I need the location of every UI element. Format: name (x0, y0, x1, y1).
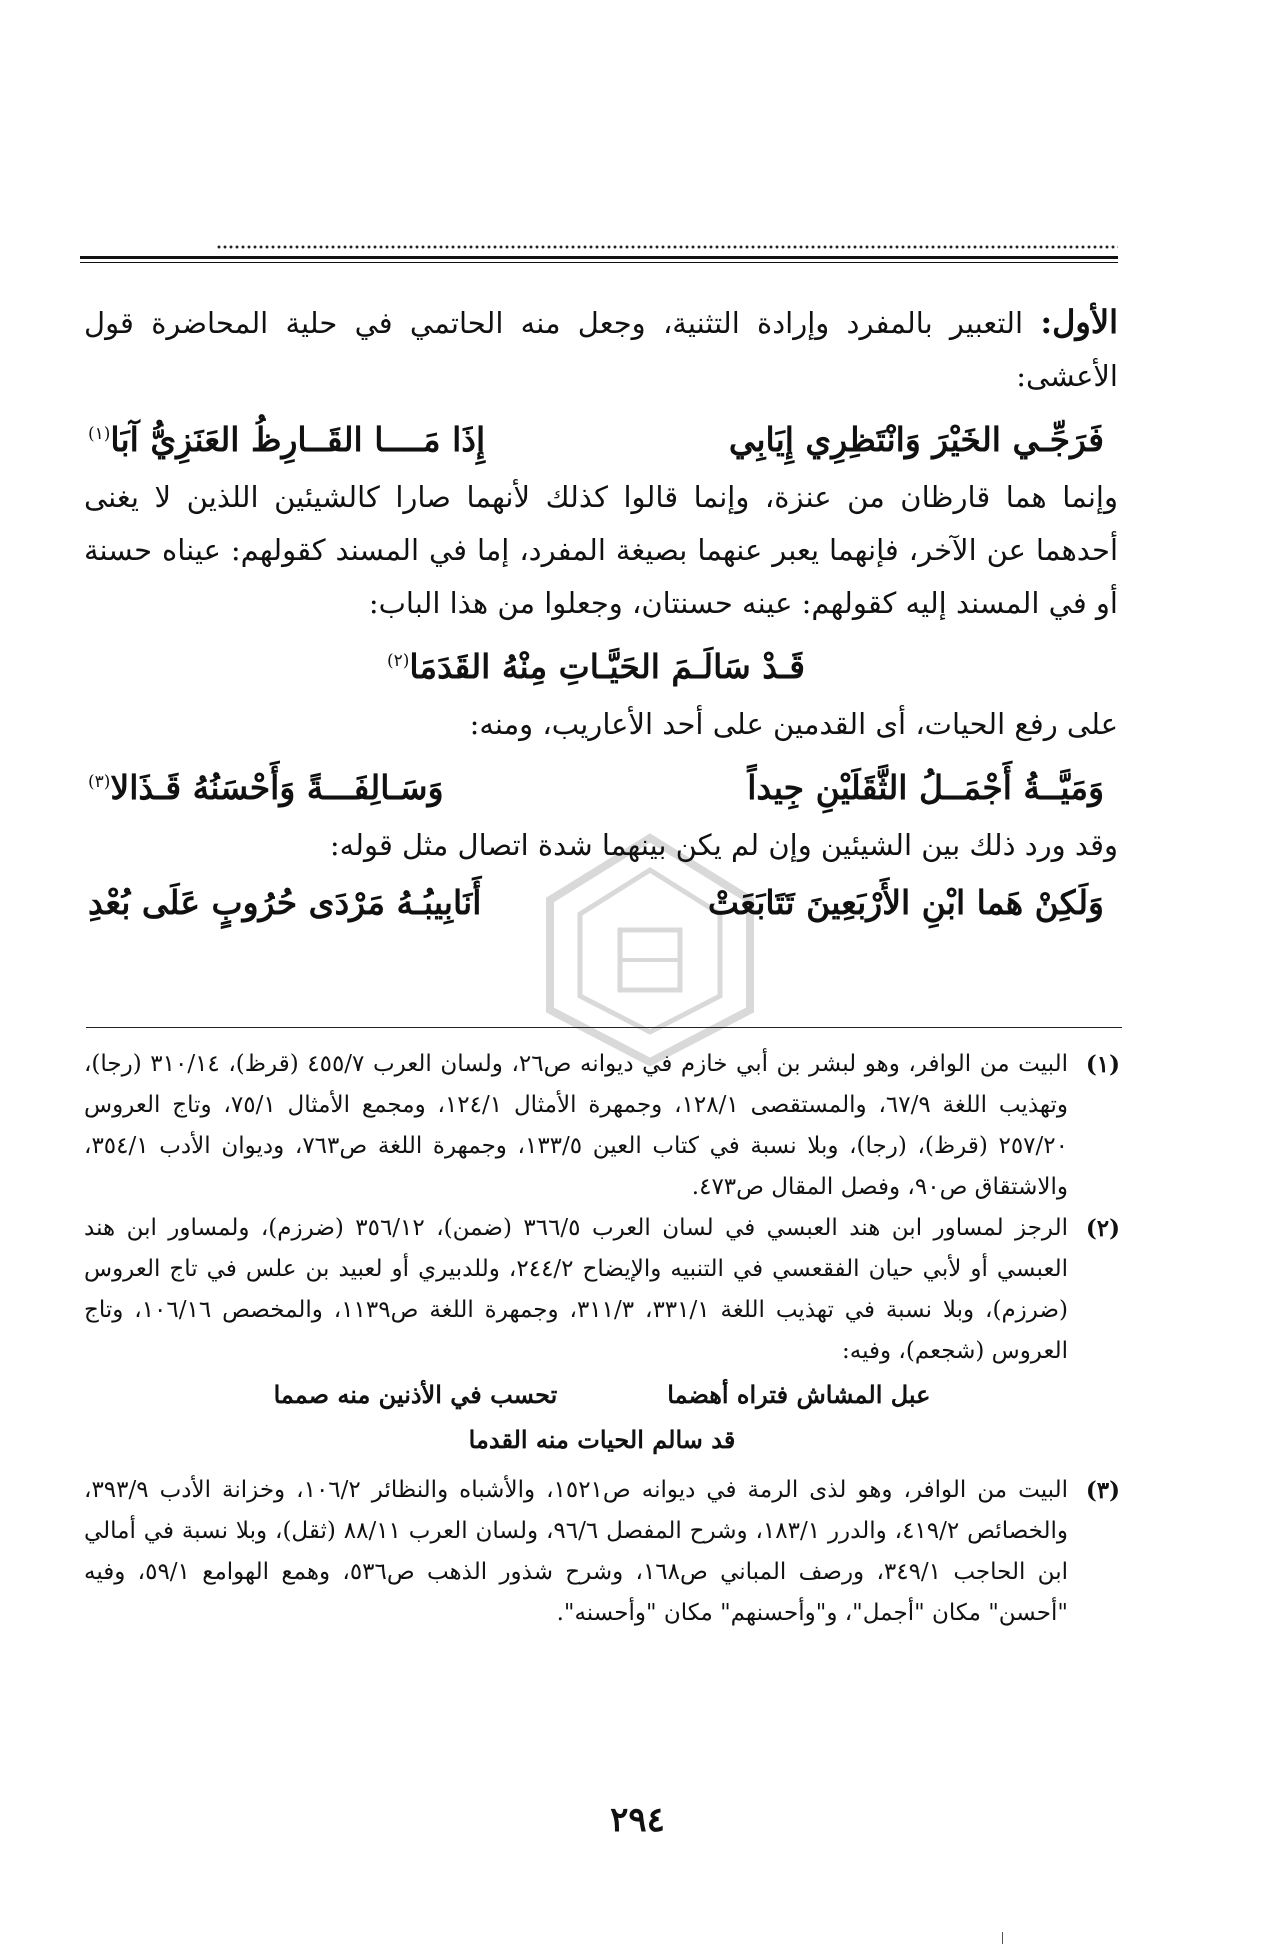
footnote-number: (٣) (1085, 1477, 1120, 1504)
footnotes (84, 1044, 1120, 1634)
footnote-number: (٢) (1085, 1215, 1120, 1242)
verse-line (84, 751, 1118, 819)
footnote-verse-second: تحسب في الأذنين منه صمما (273, 1380, 558, 1409)
footnote-verse (84, 1372, 1120, 1418)
footnote-text: الرجز لمساور ابن هند العبسي في لسان العرب ٣٦٦/٥ (ضمن)، ٣٥٦/١٢ (ضرزم)، ولمساور ابن هند العبسي أو لأبي حيان الفقعسي في التنبيه والإيضاح ٢٤٤/٢، وللدبيري أو لعبيد بن علس في تاج العروس (ضرزم)، وبلا نسبة في تهذيب اللغة ٣٣١/١، ٣١١/٣، وجمهرة اللغة ص١١٣٩، والمخصص ١٠٦/١٦، وتاج العروس (شجعم)، وفيه: (84, 1215, 1068, 1364)
paragraph-second: وإنما هما قارظان من عنزة، وإنما قالوا كذلك لأنهما صارا كالشيئين اللذين لا يغنى أحدهما عن الآخر، فإنهما يعبر عنهما بصيغة المفرد، إما في المسند كقولهم: عيناه حسنة أو في المسند إليه كقولهم: عينه حسنتان، وجعلوا من هذا الباب: (84, 480, 1118, 620)
footnote-text: البيت من الوافر، وهو لبشر بن أبي خازم في ديوانه ص٢٦، ولسان العرب ٤٥٥/٧ (قرظ)، ٣١٠/١٤ (رجا)، وتهذيب اللغة ٦٧/٩، والمستقصى ١٢٨/١، وجمهرة الأمثال ١٢٤/١، ومجمع الأمثال ٧٥/١، وتاج العروس ٢٥٧/٢٠ (قرظ)، (رجا)، وبلا نسبة في كتاب العين ١٣٣/٥، وجمهرة اللغة ص٧٦٣، وديوان الأدب ٣٥٤/١، والاشتقاق ص٩٠، وفصل المقال ص٤٧٣. (84, 1051, 1068, 1200)
footnote-verse-single: قد سالم الحيات منه القدما (468, 1425, 736, 1454)
header-rule (80, 256, 1118, 259)
footnote-text: البيت من الوافر، وهو لذى الرمة في ديوانه ص١٥٢١، والأشباه والنظائر ١٠٦/٢، وخزانة الأدب ٣٩٣/٩، والخصائص ٤١٩/٢، والدرر ١٨٣/١، وشرح المفصل ٩٦/٦، ولسان العرب ٨٨/١١ (ثقل)، وبلا نسبة في أمالي ابن الحاجب ٣٤٩/١، ورصف المباني ص١٦٨، وشرح شذور الذهب ص٥٣٦، وهمع الهوامع ٥٩/١، وفيه "أحسن" مكان "أجمل"، و"وأحسنهم" مكان "وأحسنه". (84, 1477, 1069, 1626)
verse-first-hemistich: فَرَجِّـي الخَيْرَ وَانْتَظِرِي إِيَابِي (728, 420, 1104, 459)
verse-text: قَـدْ سَالَـمَ الحَيَّـاتِ مِنْهُ القَدَمَا (409, 647, 806, 686)
page-number: ٢٩٤ (610, 1800, 665, 1840)
header-rule-thin (80, 262, 1118, 263)
scan-mark (1002, 1932, 1003, 1944)
verse-line (84, 872, 1118, 934)
paragraph-first (84, 296, 1118, 403)
verse-line (84, 403, 1118, 471)
footnote-verse-first: عبل المشاش فتراه أهضما (667, 1380, 931, 1409)
footnote (84, 1044, 1120, 1208)
header-dotted-rule (216, 244, 1118, 250)
footnote-ref[interactable]: (١) (88, 424, 111, 444)
verse-second-hemistich (88, 751, 444, 819)
verse-first-hemistich: وَلَكِنْ هَما ابْنِ الأَرْبَعِينَ تَتَابَعَتْ (707, 883, 1104, 922)
verse-second-hemistich: أَنَابِيبُـهُ مَرْدَى حُرُوبٍ عَلَى بُعْدِ (88, 883, 482, 922)
footnote-ref[interactable]: (٢) (386, 651, 410, 671)
footnote-number: (١) (1085, 1051, 1120, 1078)
footnote (84, 1470, 1120, 1634)
paragraph-text: التعبير بالمفرد وإرادة التثنية، وجعل منه الحاتمي في حلية المحاضرة قول الأعشى: (84, 306, 1118, 393)
verse-line (84, 630, 1118, 698)
footnote-verse (84, 1418, 1120, 1462)
verse-second-hemistich-text: إِذَا مَــــا القَــارِظُ العَنَزِيُّ آبَا (110, 420, 486, 459)
verse-second-hemistich-text: وَسَـالِفَـــةً وَأَحْسَنُهُ قَـذَالا (110, 768, 444, 807)
verse-first-hemistich: وَمَيَّــةُ أَجْمَــلُ الثَّقَلَيْنِ جِيداً (747, 768, 1104, 807)
paragraph-third: على رفع الحيات، أى القدمين على أحد الأعاريب، ومنه: (469, 707, 1118, 741)
footnote (84, 1208, 1120, 1372)
verse-single-hemistich (387, 630, 805, 698)
paragraph-fourth: وقد ورد ذلك بين الشيئين وإن لم يكن بينهما شدة اتصال مثل قوله: (329, 828, 1118, 862)
verse-second-hemistich (88, 403, 485, 471)
main-text (84, 296, 1118, 934)
footnote-separator (86, 1027, 1122, 1028)
footnote-ref[interactable]: (٣) (88, 772, 111, 792)
paragraph-lead: الأول: (1040, 303, 1118, 341)
